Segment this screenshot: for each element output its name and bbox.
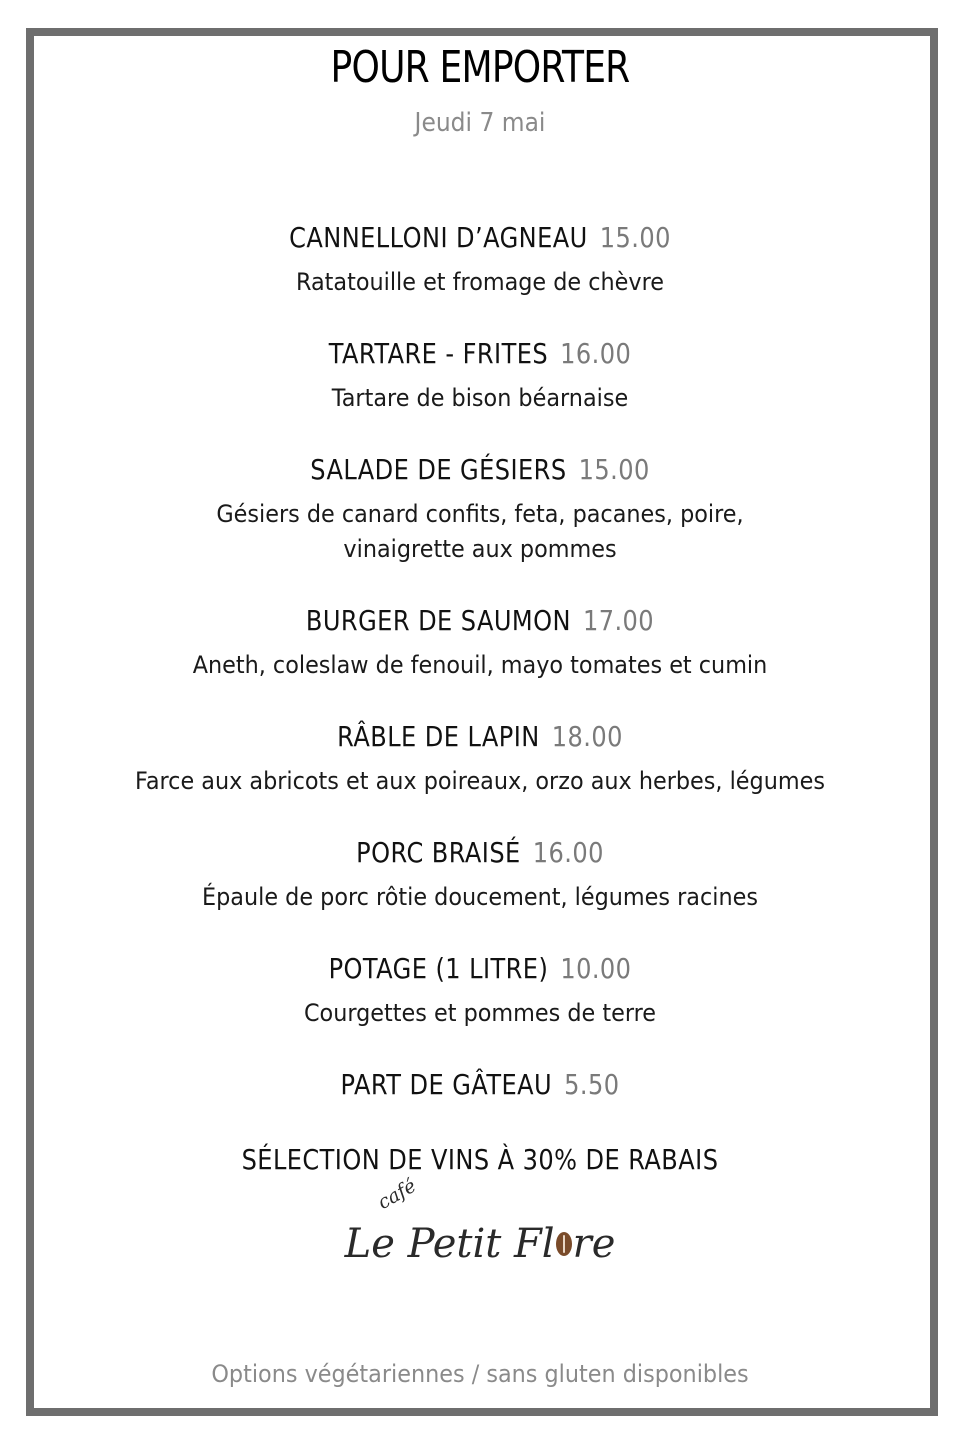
footer-note: Options végétariennes / sans gluten disponibles	[211, 1360, 749, 1388]
item-price: 10.00	[560, 952, 632, 985]
item-title: CANNELLONI D’AGNEAU	[289, 221, 588, 254]
coffee-bean-icon	[556, 1232, 572, 1256]
logo-cafe-text: café	[373, 1174, 420, 1214]
item-title: PORC BRAISÉ	[356, 836, 521, 869]
logo-name	[345, 1214, 616, 1274]
menu-item-name	[67, 452, 893, 488]
item-description: Épaule de porc rôtie doucement, légumes racines	[202, 883, 758, 911]
menu-item-name	[67, 336, 893, 372]
item-price: 15.00	[578, 453, 650, 486]
logo-name-part2: re	[572, 1221, 616, 1267]
page-title: POUR EMPORTER	[330, 42, 630, 93]
item-description: Tartare de bison béarnaise	[331, 384, 629, 412]
item-description: Farce aux abricots et aux poireaux, orzo aux herbes, légumes	[135, 767, 825, 795]
item-title: PART DE GÂTEAU	[340, 1068, 553, 1101]
item-description: Aneth, coleslaw de fenouil, mayo tomates et cumin	[192, 651, 768, 679]
menu-item-name	[67, 1067, 893, 1103]
item-description: Courgettes et pommes de terre	[303, 999, 657, 1027]
item-title: RÂBLE DE LAPIN	[337, 720, 540, 753]
item-description: Ratatouille et fromage de chèvre	[295, 268, 665, 296]
logo-wordmark	[344, 1174, 616, 1274]
item-title: TARTARE - FRITES	[328, 337, 549, 370]
item-price: 16.00	[532, 836, 604, 869]
cafe-logo	[0, 1174, 960, 1282]
logo-name-part1: Le Petit Fl	[344, 1221, 555, 1267]
menu-item-name	[67, 835, 893, 871]
menu-item-name	[67, 951, 893, 987]
item-price: 16.00	[560, 337, 632, 370]
menu-date: Jeudi 7 mai	[414, 108, 546, 138]
item-price: 15.00	[599, 221, 671, 254]
wine-promo: SÉLECTION DE VINS À 30% DE RABAIS	[241, 1143, 719, 1176]
item-title: POTAGE (1 LITRE)	[328, 952, 549, 985]
item-description: Gésiers de canard confits, feta, pacanes, poire,	[216, 500, 744, 528]
item-price: 5.50	[564, 1068, 620, 1101]
menu-item-name	[67, 719, 893, 755]
item-price: 17.00	[582, 604, 655, 637]
item-title: BURGER DE SAUMON	[305, 604, 571, 637]
item-title: SALADE DE GÉSIERS	[310, 453, 567, 486]
item-price: 18.00	[551, 720, 623, 753]
menu-item-name	[67, 603, 893, 639]
menu-item-name	[67, 220, 893, 256]
item-description: vinaigrette aux pommes	[343, 535, 617, 563]
